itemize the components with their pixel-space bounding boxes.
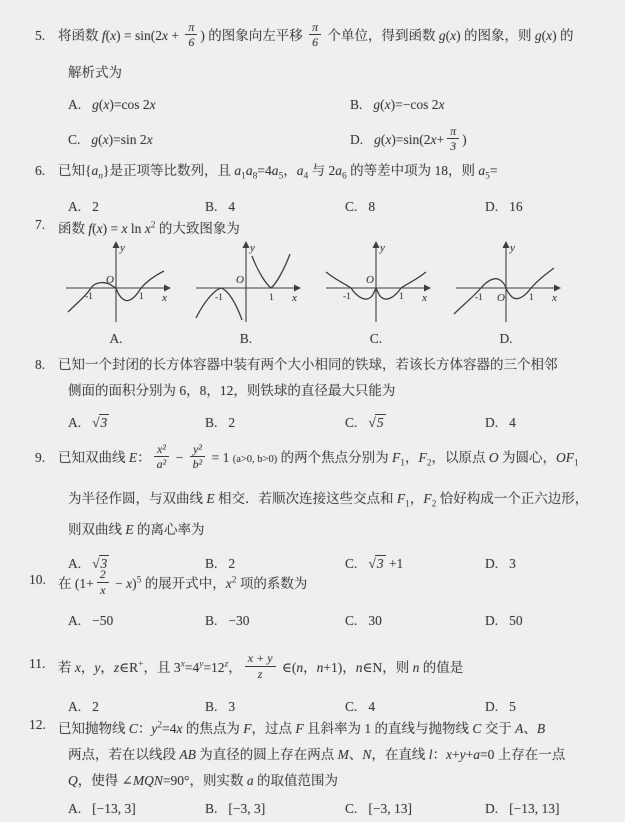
option-label: C. [345,415,358,430]
question-10 [0,560,621,634]
function-graph-d [448,240,564,326]
question-text: 函数 f(x) = x $\ln x^2$ 的大致图象为 [58,220,240,236]
question-12-line-2: 两点，若在以线段 AB 为直径的圆上存在两点 M、N，在直线 l：x+y+a=0 上存在一点 [68,746,566,762]
graph-label-b: B. [239,331,253,346]
function-graph-b [188,240,304,326]
option-text: 3 [228,698,236,714]
graph-option-d [448,240,564,326]
option-label: B. [205,198,218,214]
question-text: 已知$\{a_n\}$是正项等比数列，且 $a_1a_8=4a_5$，$a_4$ 与 $2a_6$ 的等差中项为 18，则 $a_5=$ [58,163,498,182]
option-label: D. [485,698,499,714]
option-a [68,796,205,822]
option-d [485,796,621,822]
tick-neg-1: -1 [343,292,351,302]
x-axis-label: x [552,292,557,304]
option-label: A. [68,97,82,112]
option-label: C. [345,556,358,572]
option-label: A. [68,556,82,572]
question-5-options-row-2 [68,122,621,158]
question-number: 12. [29,717,46,732]
graph-option-c [318,240,434,326]
option-text: −50 [92,612,114,628]
question-text: 已知一个封闭的长方体容器中装有两个大小相同的铁球，若该长方体容器的三个相邻 [58,357,558,372]
tick-neg-1: -1 [215,293,223,303]
question-number: 5. [35,28,46,43]
option-label: B. [205,415,218,430]
option-label: A. [68,612,82,628]
option-text: [−13, 3] [92,800,136,816]
option-b [205,796,345,822]
tick-pos-1: 1 [529,293,534,303]
question-12-line-1 [0,712,621,742]
question-12 [0,712,621,822]
question-7 [0,212,621,242]
option-label: C. [345,612,358,628]
graph-labels [58,328,564,350]
option-label: C. [68,132,81,147]
option-text: 2 [228,556,236,572]
option-text: 4 [509,415,516,430]
question-text: 在 (1+ $\frac{2}{x}$ − x)$^5$ 的展开式中，$x^2$ 项的系数为 [58,567,308,597]
option-text: 2 [92,698,99,714]
option-b [350,92,621,118]
option-d [350,122,621,158]
option-d [485,608,621,634]
tick-neg-1: -1 [85,292,93,302]
option-text: [−3, 13] [368,800,412,816]
question-number: 11. [29,656,46,671]
option-text: √3 +1 [368,556,404,572]
option-text: 4 [368,698,376,714]
origin-label: O [366,274,374,286]
option-label: C. [345,198,358,214]
origin-label: O [497,292,505,304]
curve-s-shape [454,268,554,314]
graph-option-a [58,240,174,326]
question-number: 10. [29,572,46,587]
question-number: 7. [35,217,46,232]
y-axis-label: y [510,242,515,254]
option-text: 16 [509,198,523,214]
option-text: 5 [509,698,516,714]
question-5-options-row-1 [68,92,621,118]
tick-pos-1: 1 [139,292,144,302]
option-text: g(x)=−cos 2x [373,97,445,112]
question-9-line-2: 为半径作圆，与双曲线 E 相交．若顺次连接这些交点和 $F_1$，$F_2$ 恰好构成一个正六边形， [68,490,589,510]
question-8-options [68,410,621,436]
question-5-line-1 [0,16,621,56]
option-text: √3 [92,556,108,572]
question-number: 6. [35,163,46,178]
option-label: B. [205,556,218,572]
option-b [205,410,345,436]
option-text: 8 [368,198,376,214]
question-9 [0,438,621,577]
question-7-graphs [58,240,564,326]
option-a [68,410,205,436]
option-c [345,608,485,634]
graph-label-c: C. [369,331,383,346]
question-9-line-3: 则双曲线 E 的离心率为 [68,522,205,538]
option-b [205,608,345,634]
option-text: [−3, 3] [228,800,266,816]
question-8 [0,352,621,436]
graph-label-a: A. [109,331,123,346]
option-c [68,122,350,158]
question-number: 8. [35,357,46,372]
question-9-line-1 [0,438,621,484]
option-label: D. [485,612,499,628]
option-text: √3 [92,415,108,430]
option-text: 4 [228,198,236,214]
function-graph-a [58,240,174,326]
graph-option-b [188,240,304,326]
option-text: g(x)=sin 2x [91,132,153,147]
option-text: 30 [368,612,382,628]
option-text: g(x)=cos 2x [92,97,156,112]
option-text: [−13, 13] [509,800,560,816]
option-label: A. [68,198,82,214]
graph-label-d: D. [499,331,513,346]
option-text: −30 [228,612,250,628]
option-c [345,796,485,822]
option-label: A. [68,800,82,816]
option-label: B. [205,800,218,816]
x-axis-label: x [292,292,297,304]
option-text: 2 [228,415,236,430]
option-text: √5 [368,415,384,430]
question-12-options [68,796,621,822]
x-axis-label: x [162,292,167,304]
question-5 [0,16,621,158]
question-text: 已知双曲线 E： $\frac{\text{x²}}{\text{a²}}$ − $\frac{\text{y²}}{\text{b²}}$ = 1 (a>0, b>0) 的两个焦点分别为 $F_1$，$F_2$，以原点 O 为圆心，$OF_1$ [58,441,579,472]
option-label: D. [485,415,499,430]
y-axis-label: y [250,242,255,254]
option-text: 3 [509,556,516,572]
question-10-line-1 [0,560,621,604]
origin-label: O [106,274,114,286]
option-a [68,608,205,634]
option-text: 50 [509,612,523,628]
question-10-options [68,608,621,634]
question-11-line-1 [0,644,621,688]
option-label: C. [345,800,358,816]
x-axis-label: x [422,292,427,304]
option-text: g(x)=sin(2x+ $\frac{\pi}{3}$ ) [374,123,467,154]
question-5-line-2: 解析式为 [68,65,122,80]
question-text: 已知抛物线 C：$y^2=4x$ 的焦点为 F，过点 F 且斜率为 1 的直线与抛物线 C 交于 A、B [58,720,546,736]
option-a [68,92,350,118]
question-11 [0,644,621,720]
option-label: A. [68,415,82,430]
question-12-line-3: Q，使得 ∠MQN=90°，则实数 a 的取值范围为 [68,772,338,788]
y-axis-label: y [120,242,125,254]
question-text: 将函数 f(x) = sin(2x + $\frac{\pi}{6}$ ) 的图象向左平移 $\frac{\pi}{6}$ 个单位，得到函数 g(x) 的图象，则 g(x) 的 [58,19,574,50]
origin-label: O [236,274,244,286]
curve-right-v [252,254,290,288]
option-label: D. [350,132,364,147]
option-text: 2 [92,198,99,214]
option-d [485,410,621,436]
tick-pos-1: 1 [269,293,274,303]
option-label: A. [68,698,82,714]
question-number: 9. [35,450,46,465]
question-8-line-2: 侧面的面积分别为 6，8，12，则铁球的直径最大只能为 [68,383,396,398]
option-label: B. [350,97,363,112]
question-7-line-1 [0,212,621,242]
y-axis-label: y [380,242,385,254]
option-label: D. [485,556,499,572]
tick-pos-1: 1 [399,292,404,302]
option-label: B. [205,698,218,714]
option-label: D. [485,800,499,816]
question-6-line-1 [0,158,621,190]
question-text: 若 x，y，z∈R+，且 $3^x=4^y=12^z$， $\frac{x + y}{z}$ ∈(n，n+1)，n∈N，则 n 的值是 [58,651,464,681]
function-graph-c [318,240,434,326]
question-6 [0,158,621,220]
option-c [345,410,485,436]
tick-neg-1: -1 [475,293,483,303]
option-label: D. [485,198,499,214]
question-8-line-1 [0,352,621,378]
option-label: B. [205,612,218,628]
option-label: C. [345,698,358,714]
